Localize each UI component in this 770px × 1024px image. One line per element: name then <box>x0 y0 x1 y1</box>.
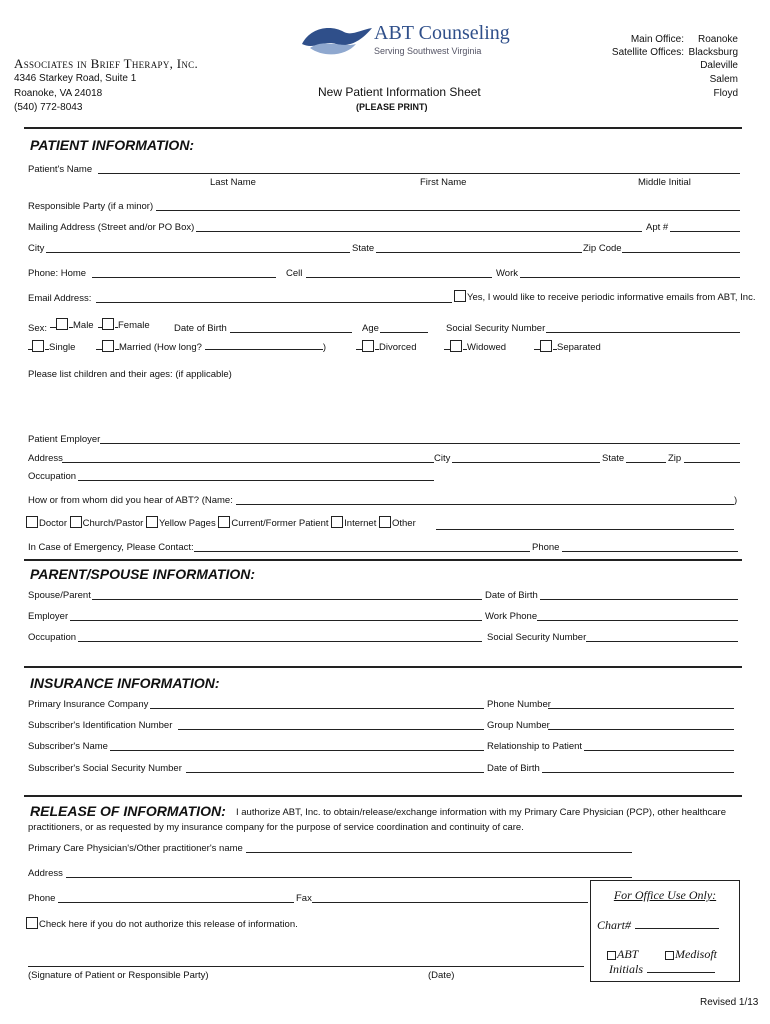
emergency-contact-field[interactable] <box>194 551 530 552</box>
insurance-phone-label: Phone Number <box>487 699 551 710</box>
divider <box>24 559 742 561</box>
office-initials[interactable] <box>609 962 715 977</box>
divorced-label: Divorced <box>379 342 417 353</box>
spouse-section-heading: PARENT/SPOUSE INFORMATION: <box>30 566 256 582</box>
referral-current-patient-checkbox[interactable] <box>218 516 230 528</box>
pcp-label: Primary Care Physician's/Other practitioner's name <box>28 843 243 854</box>
state-label: State <box>352 243 375 254</box>
last-name-caption: Last Name <box>210 177 256 188</box>
marital-single[interactable] <box>28 340 75 353</box>
male-label: Male <box>73 320 94 331</box>
apt-field[interactable] <box>670 231 740 232</box>
referral-church-label: Church/Pastor <box>82 518 144 529</box>
office-chart[interactable] <box>597 918 719 933</box>
sex-female[interactable] <box>98 318 150 331</box>
release-text-2: practitioners, or as requested by my insurance company for the purpose of service coordination and continuity of care. <box>28 822 524 833</box>
phone-home-field[interactable] <box>92 277 276 278</box>
single-label: Single <box>49 342 76 353</box>
married-checkbox[interactable] <box>102 340 114 352</box>
male-checkbox[interactable] <box>56 318 68 330</box>
referral-field[interactable] <box>236 504 734 505</box>
occupation-field[interactable] <box>78 480 434 481</box>
abt-logo <box>300 20 510 64</box>
age-field[interactable] <box>380 332 428 333</box>
subscriber-ssn-field[interactable] <box>186 772 484 773</box>
employer-city-label: City <box>434 453 451 464</box>
office-chart-label: Chart# <box>597 918 632 932</box>
signature-caption: (Signature of Patient or Responsible Party) <box>28 970 209 981</box>
signature-field[interactable] <box>28 966 584 967</box>
office-initials-label: Initials <box>609 962 644 976</box>
office-use-title: For Office Use Only: <box>613 888 717 902</box>
state-field[interactable] <box>376 252 582 253</box>
responsible-party-label: Responsible Party (if a minor) <box>28 201 154 212</box>
marital-widowed[interactable] <box>444 340 506 353</box>
form-subtitle: (PLEASE PRINT) <box>356 102 428 112</box>
no-release-label: Check here if you do not authorize this release of information. <box>39 919 298 930</box>
group-number-label: Group Number <box>487 720 550 731</box>
zip-code-label: Zip Code <box>583 243 622 254</box>
divorced-checkbox[interactable] <box>362 340 374 352</box>
company-phone: (540) 772-8043 <box>14 102 83 113</box>
patient-section-heading: PATIENT INFORMATION: <box>30 137 195 153</box>
referral-other-field[interactable] <box>436 529 734 530</box>
marital-separated[interactable] <box>534 340 601 353</box>
employer-city-field[interactable] <box>452 462 600 463</box>
email-opt-in-checkbox[interactable] <box>454 290 466 302</box>
work-label: Work <box>496 268 518 279</box>
office-medisoft-label: Medisoft <box>675 947 717 961</box>
phone-home-label: Phone: Home <box>28 268 87 279</box>
referral-label: How or from whom did you hear of ABT? (Name: <box>28 495 233 506</box>
patient-name-field[interactable] <box>98 173 740 174</box>
marital-divorced[interactable] <box>356 340 417 353</box>
zip-code-field[interactable] <box>622 252 740 253</box>
employer-address-label: Address <box>28 453 63 464</box>
logo-swoosh-icon <box>300 22 374 62</box>
insurance-company-field[interactable] <box>150 708 484 709</box>
employer-field[interactable] <box>100 443 740 444</box>
email-opt-in[interactable] <box>454 290 755 303</box>
pcp-address-field[interactable] <box>66 877 632 878</box>
office-abt-option[interactable] <box>607 947 638 962</box>
spouse-ssn-field[interactable] <box>586 641 738 642</box>
mailing-address-field[interactable] <box>196 231 642 232</box>
children-note: (if applicable) <box>175 369 232 380</box>
first-name-caption: First Name <box>420 177 467 188</box>
office-medisoft-option[interactable] <box>665 947 717 962</box>
referral-other-label: Other <box>392 518 416 529</box>
sex-label: Sex: <box>28 323 48 334</box>
employer-address-field[interactable] <box>62 462 434 463</box>
company-name: Associates in Brief Therapy, Inc. <box>14 56 199 71</box>
dob-label: Date of Birth <box>174 323 227 334</box>
satellite-office: Salem <box>709 74 738 85</box>
main-office-label: Main Office: <box>630 34 684 45</box>
children-label: Please list children and their ages: (if applicable) <box>28 369 232 380</box>
marital-married[interactable]: Married (How long? ) <box>96 340 326 353</box>
email-opt-in-label: Yes, I would like to receive periodic informative emails from ABT, Inc. <box>467 292 756 303</box>
ssn-label: Social Security Number <box>446 323 546 334</box>
city-label: City <box>28 243 45 254</box>
email-label: Email Address: <box>28 293 92 304</box>
referral-yellow-pages-checkbox[interactable] <box>146 516 158 528</box>
satellite-office: Blacksburg <box>688 47 738 58</box>
logo-tagline: Serving Southwest Virginia <box>374 46 482 56</box>
spouse-employer-label: Employer <box>28 611 69 622</box>
mailing-address-label: Mailing Address (Street and/or PO Box) <box>28 222 195 233</box>
referral-current-patient-label: Current/Former Patient <box>231 518 329 529</box>
email-field[interactable] <box>96 302 452 303</box>
subscriber-dob-label: Date of Birth <box>487 763 540 774</box>
logo-name: ABT Counseling <box>374 22 510 44</box>
pcp-field[interactable] <box>246 852 632 853</box>
employer-state-field[interactable] <box>626 462 666 463</box>
responsible-party-field[interactable] <box>156 210 740 211</box>
divider <box>24 666 742 668</box>
subscriber-id-label: Subscriber's Identification Number <box>28 720 173 731</box>
spouse-field[interactable] <box>92 599 482 600</box>
group-number-field[interactable] <box>548 729 734 730</box>
married-label: Married (How long? <box>119 342 202 353</box>
satellite-office: Floyd <box>713 88 738 99</box>
no-release-option[interactable] <box>26 917 298 930</box>
insurance-section-heading: INSURANCE INFORMATION: <box>30 675 220 691</box>
spouse-work-phone-field[interactable] <box>537 620 738 621</box>
female-checkbox[interactable] <box>102 318 114 330</box>
spouse-ssn-label: Social Security Number <box>487 632 587 643</box>
widowed-checkbox[interactable] <box>450 340 462 352</box>
emergency-contact-label: In Case of Emergency, Please Contact: <box>28 542 194 553</box>
occupation-label: Occupation <box>28 471 77 482</box>
subscriber-id-field[interactable] <box>178 729 484 730</box>
referral-other-checkbox[interactable] <box>379 516 391 528</box>
divider <box>24 127 742 129</box>
referral-internet-checkbox[interactable] <box>331 516 343 528</box>
ssn-field[interactable] <box>546 332 740 333</box>
age-label: Age <box>362 323 379 334</box>
single-checkbox[interactable] <box>32 340 44 352</box>
emergency-phone-label: Phone <box>532 542 560 553</box>
employer-zip-field[interactable] <box>684 462 740 463</box>
spouse-work-phone-label: Work Phone <box>485 611 538 622</box>
subscriber-dob-field[interactable] <box>542 772 734 773</box>
work-field[interactable] <box>520 277 740 278</box>
form-title: New Patient Information Sheet <box>318 85 481 99</box>
pcp-phone-label: Phone <box>28 893 56 904</box>
female-label: Female <box>118 320 150 331</box>
pcp-fax-label: Fax <box>296 893 312 904</box>
relationship-label: Relationship to Patient <box>487 741 583 752</box>
spouse-label: Spouse/Parent <box>28 590 91 601</box>
main-office: Roanoke <box>697 34 738 45</box>
release-section-heading: RELEASE OF INFORMATION: <box>30 803 226 819</box>
revised-date: Revised 1/13 <box>700 997 759 1008</box>
satellite-office-label: Satellite Offices: <box>611 47 684 58</box>
subscriber-name-label: Subscriber's Name <box>28 741 108 752</box>
employer-zip-label: Zip <box>668 453 682 464</box>
referral-close-paren: ) <box>734 495 738 506</box>
company-address-2: Roanoke, VA 24018 <box>14 88 103 99</box>
separated-label: Separated <box>557 342 601 353</box>
insurance-company-label: Primary Insurance Company <box>28 699 149 710</box>
no-release-checkbox[interactable] <box>26 917 38 929</box>
subscriber-ssn-label: Subscriber's Social Security Number <box>28 763 182 774</box>
widowed-label: Widowed <box>467 342 507 353</box>
spouse-dob-field[interactable] <box>540 599 738 600</box>
spouse-occupation-label: Occupation <box>28 632 77 643</box>
date-caption: (Date) <box>428 970 455 981</box>
sex-male[interactable] <box>50 318 94 331</box>
insurance-phone-field[interactable] <box>548 708 734 709</box>
office-use-box <box>590 880 740 982</box>
subscriber-name-field[interactable] <box>110 750 484 751</box>
apt-label: Apt # <box>646 222 669 233</box>
divider <box>24 795 742 797</box>
employer-state-label: State <box>602 453 625 464</box>
city-field[interactable] <box>46 252 350 253</box>
referral-church-checkbox[interactable] <box>70 516 82 528</box>
office-abt-checkbox[interactable] <box>607 951 616 960</box>
pcp-fax-field[interactable] <box>312 902 588 903</box>
satellite-office: Daleville <box>700 60 738 71</box>
married-how-long-field[interactable] <box>205 342 323 350</box>
release-text-1: I authorize ABT, Inc. to obtain/release/exchange information with my Primary Care Physician (PCP), other healthcare <box>236 807 727 818</box>
referral-yellow-pages-label: Yellow Pages <box>159 518 216 529</box>
pcp-phone-field[interactable] <box>58 902 294 903</box>
separated-checkbox[interactable] <box>540 340 552 352</box>
employer-label: Patient Employer <box>28 434 101 445</box>
spouse-dob-label: Date of Birth <box>485 590 538 601</box>
company-address-1: 4346 Starkey Road, Suite 1 <box>14 73 137 84</box>
patient-name-label: Patient's Name <box>28 164 93 175</box>
office-abt-label: ABT <box>617 947 639 961</box>
spouse-employer-field[interactable] <box>70 620 482 621</box>
pcp-address-label: Address <box>28 868 63 879</box>
referral-options <box>26 516 416 529</box>
spouse-occupation-field[interactable] <box>78 641 482 642</box>
dob-field[interactable] <box>230 332 352 333</box>
referral-doctor-label: Doctor <box>39 518 67 529</box>
middle-initial-caption: Middle Initial <box>638 177 691 188</box>
office-medisoft-checkbox[interactable] <box>665 951 674 960</box>
cell-field[interactable] <box>306 277 492 278</box>
referral-internet-label: Internet <box>344 518 377 529</box>
relationship-field[interactable] <box>584 750 734 751</box>
emergency-phone-field[interactable] <box>562 551 738 552</box>
referral-doctor-checkbox[interactable] <box>26 516 38 528</box>
children-field[interactable] <box>28 384 740 428</box>
cell-label: Cell <box>286 268 303 279</box>
